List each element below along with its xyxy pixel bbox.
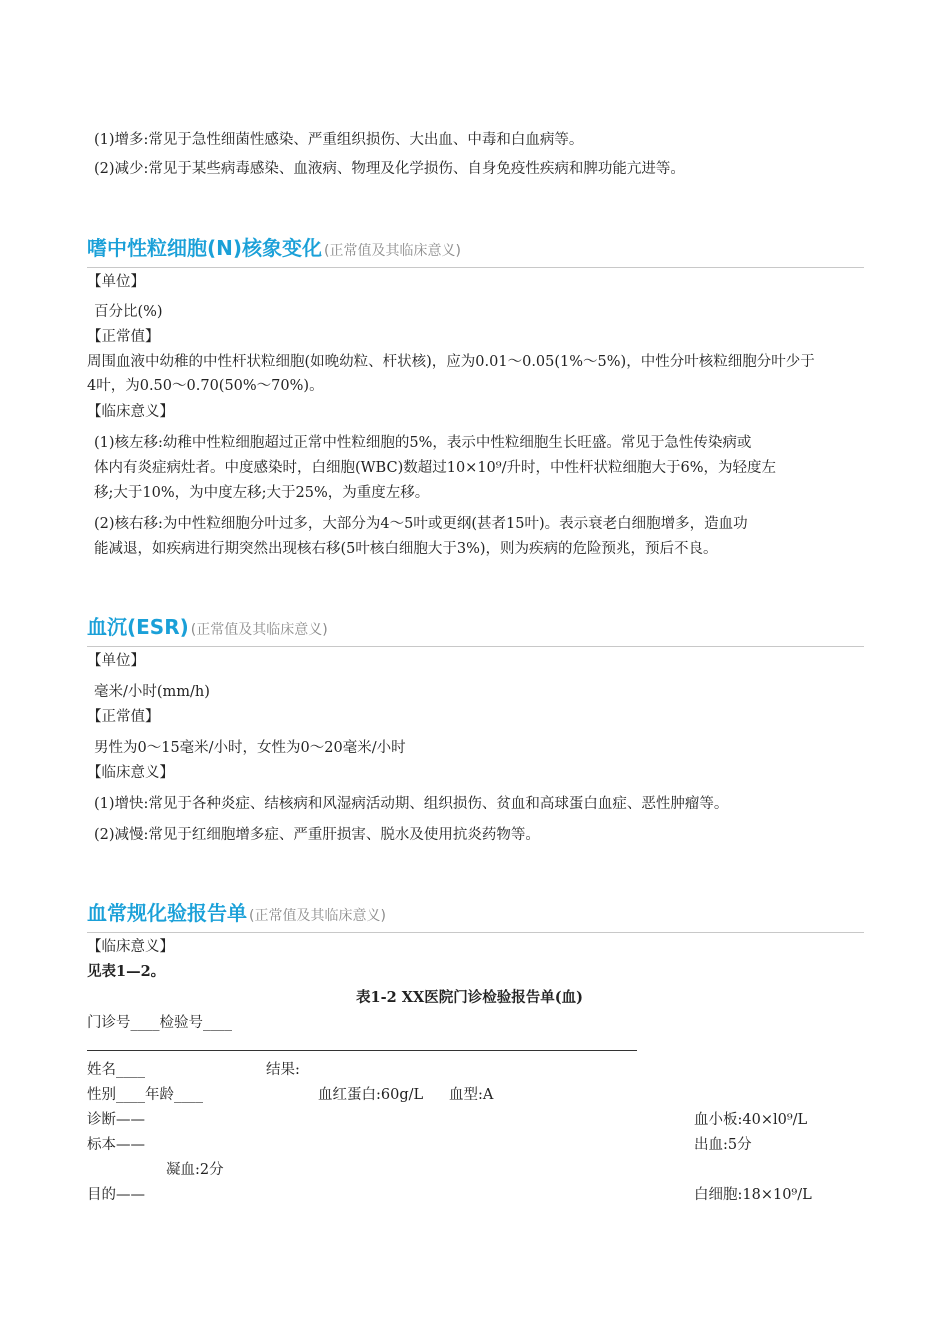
report-heading [87,897,386,926]
left-shift-text: 体内有炎症病灶者。中度感染时，白细胞(WBC)数超过10×10⁹/升时，中性杆状粒细胞大于6%，为轻度左 [94,460,776,476]
report-clinical-label: 【临床意义】 [87,939,174,955]
esr-subtitle: (正常值及其临床意义) [190,622,328,638]
left-shift-text: 移;大于10%，为中度左移;大于25%，为重度左移。 [94,485,430,501]
neutrophil-normal-line: 4叶，为0.50～0.70(50%～70%)。 [87,378,324,394]
wbc-count-value: 白细胞:18×10⁹/L [694,1187,812,1203]
neutrophil-unit: 百分比(%) [94,304,163,320]
bleeding-time-value: 出血:5分 [694,1137,752,1153]
esr-decrease-text: (2)减慢:常见于红细胞增多症、严重肝损害、脱水及使用抗炎药物等。 [94,827,540,843]
blood-type-value: 血型:A [449,1087,494,1103]
esr-clinical-label: 【临床意义】 [87,765,174,781]
platelet-value: 血小板:40×l0⁹/L [694,1112,808,1128]
esr-unit: 毫米/小时(mm/h) [94,684,210,700]
neutrophil-clinical-label: 【临床意义】 [87,404,174,420]
diagnosis-field: 诊断—— [87,1112,145,1128]
right-shift-text: (2)核右移:为中性粒细胞分叶过多，大部分为4～5叶或更纲(甚者15叶)。表示衰老白细胞增多，造血功 [94,516,748,532]
esr-unit-label: 【单位】 [87,653,145,669]
outpatient-number: 门诊号____检验号____ [87,1015,232,1031]
table-title: 表1-2 XX医院门诊检验报告单(血) [356,989,583,1006]
report-subtitle: (正常值及其临床意义) [249,908,386,924]
purpose-field: 目的—— [87,1187,145,1203]
report-title: 血常规化验报告单 [87,901,247,925]
patient-name: 姓名____ [87,1062,145,1078]
wbc-decrease-text: (2)减少:常见于某些病毒感染、血液病、物理及化学损伤、自身免疫性疾病和脾功能亢进等。 [94,161,685,177]
right-shift-text: 能减退，如疾病进行期突然出现核右移(5叶核白细胞大于3%)，则为疾病的危险预兆，预后不良。 [94,541,718,557]
section-divider [87,932,864,933]
neutrophil-title: 嗜中性粒细胞(N)核象变化 [87,236,323,260]
section-divider [87,267,864,268]
wbc-increase-text: (1)增多:常见于急性细菌性感染、严重组织损伤、大出血、中毒和白血病等。 [94,132,584,148]
see-table-text: 见表1—2。 [87,963,166,980]
neutrophil-normal-label: 【正常值】 [87,329,160,345]
esr-normal-label: 【正常值】 [87,709,160,725]
neutrophil-normal-line: 周围血液中幼稚的中性杆状粒细胞(如晚幼粒、杆状核)，应为0.01～0.05(1%～5%)，中性分叶核粒细胞分叶少于 [87,354,815,370]
form-underline [87,1050,637,1051]
neutrophil-heading [87,232,461,261]
section-divider [87,646,864,647]
esr-title: 血沉(ESR) [87,615,189,639]
specimen-field: 标本—— [87,1137,145,1153]
neutrophil-subtitle: (正常值及其临床意义) [324,243,461,259]
esr-normal: 男性为0～15毫米/小时，女性为0～20毫米/小时 [94,740,406,756]
neutrophil-unit-label: 【单位】 [87,274,145,290]
left-shift-text: (1)核左移:幼稚中性粒细胞超过正常中性粒细胞的5%，表示中性粒细胞生长旺盛。常见于急性传染病或 [94,435,752,451]
hemoglobin-value: 血红蛋白:60g/L [318,1087,424,1103]
result-label: 结果: [266,1062,300,1078]
clotting-time-value: 凝血:2分 [166,1162,224,1178]
gender-age: 性别____年龄____ [87,1087,203,1103]
esr-heading [87,611,328,640]
esr-increase-text: (1)增快:常见于各种炎症、结核病和风湿病活动期、组织损伤、贫血和高球蛋白血症、恶性肿瘤等。 [94,796,729,812]
